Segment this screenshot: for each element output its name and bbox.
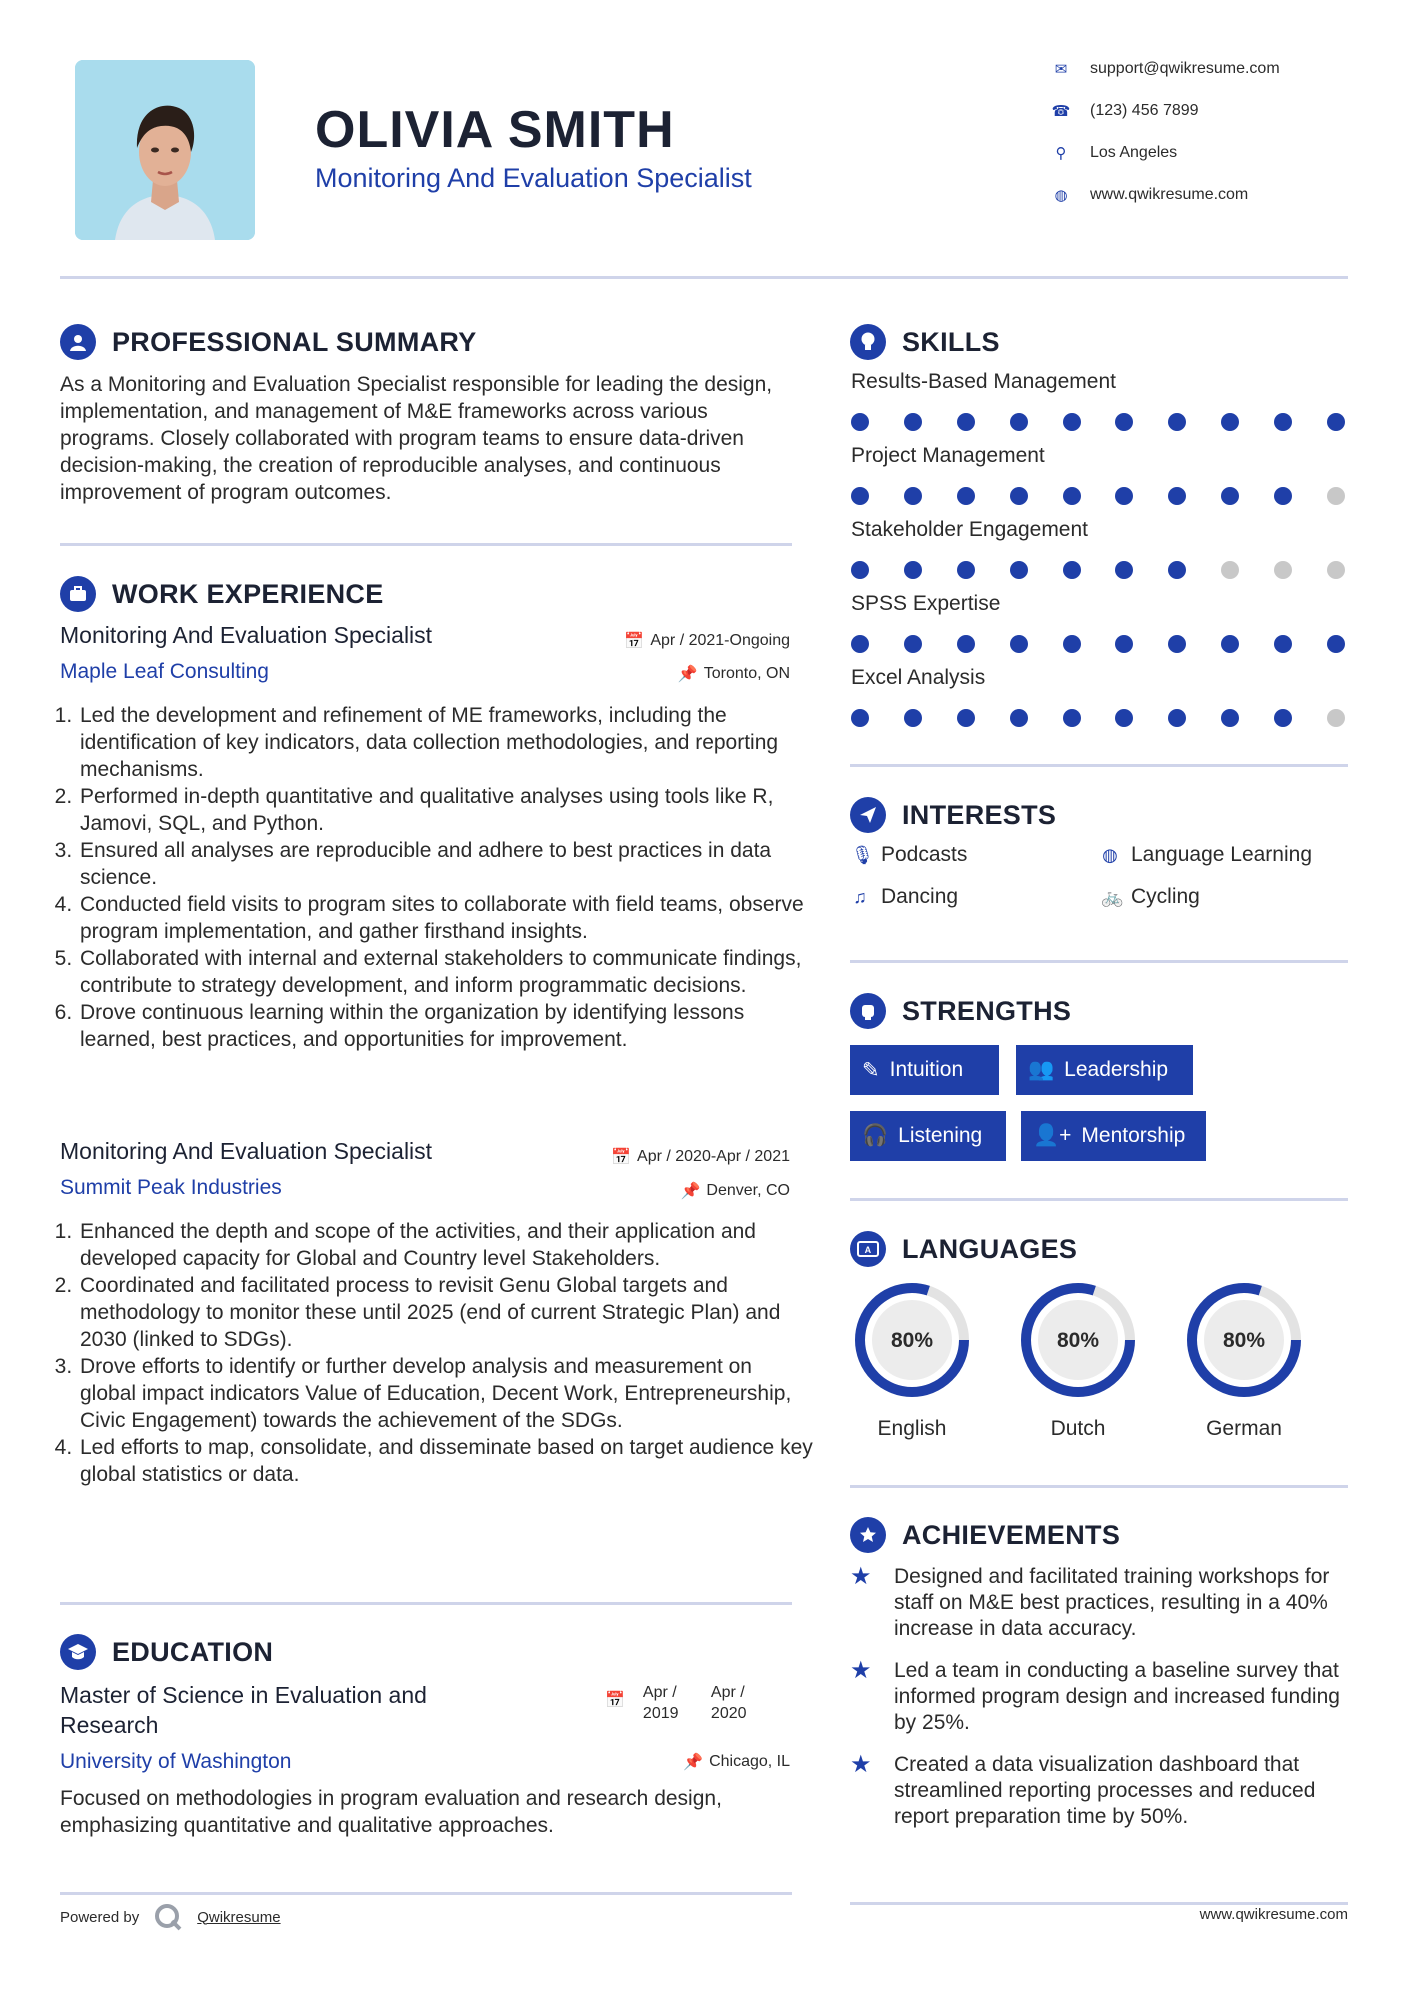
rating-dot-filled: [1010, 487, 1028, 505]
brand-link[interactable]: Qwikresume: [197, 1908, 281, 1926]
achievements-list: [850, 1564, 1350, 1830]
microphone-icon: 🎙: [851, 844, 874, 865]
rating-dot-filled: [1063, 561, 1081, 579]
rating-dot-filled: [957, 561, 975, 579]
interest-item: ♫ Dancing: [851, 885, 1101, 909]
job-date: 📅 Apr / 2020-Apr / 2021: [611, 1148, 790, 1166]
skill-rating: [851, 474, 1345, 518]
job-date: 📅 Apr / 2021-Ongoing: [624, 632, 790, 650]
globe-icon: ◍: [1054, 187, 1068, 204]
skills-divider: [850, 764, 1348, 767]
language-ring: [850, 1278, 974, 1402]
rating-dot-empty: [1327, 487, 1345, 505]
rating-dot-filled: [1010, 635, 1028, 653]
lightbulb-icon: [850, 324, 886, 360]
star-icon: ★: [850, 1751, 872, 1778]
calendar-icon: 📅: [611, 1149, 632, 1166]
svg-text:A: A: [864, 1245, 872, 1255]
education-date: 📅 Apr / 2019 Apr / 2020: [605, 1684, 747, 1722]
skill-rating: [851, 400, 1345, 444]
interests-heading: INTERESTS: [850, 797, 1056, 833]
language-item: [1016, 1278, 1140, 1441]
skill-name: SPSS Expertise: [851, 592, 1001, 615]
skill-name: Results-Based Management: [851, 370, 1116, 393]
degree-title: Master of Science in Evaluation and Research: [60, 1682, 427, 1738]
list-item: 2. Performed in-depth quantitative and qualitative analyses using tools like R, Jamovi, SQL, and Python.: [78, 783, 813, 837]
strength-badge-listening: 🎧 Listening: [850, 1111, 1006, 1161]
strength-badge-leadership: 👥 Leadership: [1016, 1045, 1193, 1095]
rating-dot-filled: [1063, 635, 1081, 653]
contact-website[interactable]: ◍ www.qwikresume.com: [1050, 174, 1280, 216]
rating-dot-filled: [1327, 413, 1345, 431]
rating-dot-filled: [957, 709, 975, 727]
school-name[interactable]: University of Washington: [60, 1750, 292, 1773]
rating-dot-filled: [904, 413, 922, 431]
language-percent: 80%: [1222, 1329, 1266, 1352]
language-name: German: [1206, 1417, 1282, 1440]
rating-dot-filled: [1221, 635, 1239, 653]
paper-plane-icon: [850, 797, 886, 833]
phone-icon: ☎: [1051, 103, 1071, 120]
list-item: 1. Led the development and refinement of ME frameworks, including the identification of key indicators, data collection methodologies, and reporting mechanisms.: [78, 702, 813, 783]
skill-item: [851, 666, 1351, 740]
users-icon: 👥: [1028, 1058, 1055, 1081]
achievements-heading: ACHIEVEMENTS: [850, 1517, 1120, 1553]
company-name[interactable]: Maple Leaf Consulting: [60, 660, 269, 683]
contact-list: [1050, 48, 1280, 216]
list-item: 4. Led efforts to map, consolidate, and disseminate based on target audience key global statistics or data.: [78, 1434, 813, 1488]
job-location: 📌 Denver, CO: [680, 1182, 790, 1200]
user-plus-icon: 👤+: [1033, 1124, 1072, 1147]
calendar-icon: 📅: [624, 633, 645, 650]
candidate-name: OLIVIA SMITH: [315, 101, 675, 159]
list-item: 2. Coordinated and facilitated process to revisit Genu Global targets and methodology to monitor these until 2025 (end of current Strategic Plan) and 2030 (linked to SDGs).: [78, 1272, 813, 1353]
rating-dot-filled: [1115, 413, 1133, 431]
rating-dot-filled: [904, 561, 922, 579]
skill-item: [851, 444, 1351, 518]
profile-photo: [75, 60, 255, 240]
language-card-icon: [850, 1231, 886, 1267]
skills-list: [851, 370, 1351, 740]
rating-dot-filled: [1221, 487, 1239, 505]
skill-rating: [851, 622, 1345, 666]
rating-dot-filled: [1168, 413, 1186, 431]
rating-dot-filled: [1115, 561, 1133, 579]
achievement-item: ★ Designed and facilitated training workshops for staff on M&E best practices, resulting in a 40% increase in data accuracy.: [850, 1563, 1330, 1640]
language-percent: 80%: [890, 1329, 934, 1352]
language-name: Dutch: [1050, 1417, 1106, 1440]
rating-dot-filled: [1274, 487, 1292, 505]
skill-rating: [851, 696, 1345, 740]
rating-dot-filled: [1274, 413, 1292, 431]
rating-dot-filled: [904, 709, 922, 727]
language-item: [1182, 1278, 1306, 1441]
strengths-heading: STRENGTHS: [850, 993, 1071, 1029]
skill-item: [851, 370, 1351, 444]
education-description: Focused on methodologies in program evaluation and research design, emphasizing quantitative and qualitative approaches.: [60, 1787, 722, 1837]
rating-dot-filled: [851, 413, 869, 431]
star-icon: ★: [850, 1657, 872, 1684]
rating-dot-filled: [1115, 709, 1133, 727]
achievement-item: ★ Created a data visualization dashboard that streamlined reporting processes and reduced report preparation time by 50%.: [850, 1751, 1316, 1828]
language-ring: [1182, 1278, 1306, 1402]
list-item: 1. Enhanced the depth and scope of the activities, and their application and developed capacity for Global and Country level Stakeholders.: [78, 1218, 813, 1272]
language-percent: 80%: [1056, 1329, 1100, 1352]
interest-item: 🚲 Cycling: [1101, 885, 1200, 908]
company-name[interactable]: Summit Peak Industries: [60, 1176, 282, 1199]
skill-name: Stakeholder Engagement: [851, 518, 1088, 541]
rating-dot-filled: [1168, 561, 1186, 579]
rating-dot-filled: [1221, 413, 1239, 431]
briefcase-icon: [60, 576, 96, 612]
education-divider: [60, 1892, 792, 1895]
envelope-icon: ✉: [1054, 61, 1068, 78]
rating-dot-filled: [1010, 709, 1028, 727]
music-note-icon: ♫: [853, 886, 867, 907]
interest-item: ◍ Language Learning: [1102, 843, 1313, 866]
rating-dot-filled: [1115, 487, 1133, 505]
map-pin-icon: ⚲: [1055, 145, 1067, 162]
rating-dot-filled: [1010, 413, 1028, 431]
rating-dot-filled: [957, 487, 975, 505]
calendar-icon: 📅: [605, 1692, 625, 1709]
rating-dot-empty: [1327, 561, 1345, 579]
rating-dot-filled: [1168, 635, 1186, 653]
strength-badge-intuition: ✎ Intuition: [850, 1045, 999, 1095]
list-item: 4. Conducted field visits to program sites to collaborate with field teams, observe program implementation, and gather firsthand insights.: [78, 891, 813, 945]
languages-divider: [850, 1485, 1348, 1488]
pin-icon: 📌: [683, 1754, 704, 1771]
contact-email[interactable]: ✉ support@qwikresume.com: [1050, 48, 1280, 90]
footer-url[interactable]: www.qwikresume.com: [1199, 1906, 1348, 1923]
experience-divider: [60, 1602, 792, 1605]
list-item: 5. Collaborated with internal and external stakeholders to communicate findings, contribute to strategy development, and inform programmatic decisions.: [78, 945, 813, 999]
summary-heading: PROFESSIONAL SUMMARY: [60, 324, 477, 360]
bicycle-icon: 🚲: [1101, 886, 1124, 907]
graduation-cap-icon: [60, 1634, 96, 1670]
star-icon: ★: [850, 1563, 872, 1590]
skill-rating: [851, 548, 1345, 592]
job-responsibilities: [60, 702, 813, 1053]
rating-dot-empty: [1327, 709, 1345, 727]
job-location: 📌 Toronto, ON: [677, 665, 790, 683]
language-ring: [1016, 1278, 1140, 1402]
rating-dot-filled: [851, 635, 869, 653]
languages-row: [850, 1278, 1350, 1448]
candidate-title: Monitoring And Evaluation Specialist: [315, 163, 752, 193]
rating-dot-filled: [1115, 635, 1133, 653]
strength-badge-mentorship: 👤+ Mentorship: [1021, 1111, 1206, 1161]
rating-dot-filled: [1327, 635, 1345, 653]
rating-dot-filled: [1063, 487, 1081, 505]
pin-icon: 📌: [677, 666, 698, 683]
magic-wand-icon: ✎: [862, 1058, 880, 1082]
education-heading: EDUCATION: [60, 1634, 273, 1670]
pin-icon: 📌: [680, 1183, 701, 1200]
footer-powered-by: Powered by Qwikresume: [60, 1902, 281, 1932]
job-responsibilities: [60, 1218, 813, 1488]
job-title: Monitoring And Evaluation Specialist: [60, 622, 433, 648]
interests-grid: [851, 843, 1351, 909]
skill-name: Project Management: [851, 444, 1045, 467]
star-badge-icon: [850, 1517, 886, 1553]
rating-dot-filled: [851, 709, 869, 727]
user-icon: [60, 324, 96, 360]
experience-heading: WORK EXPERIENCE: [60, 576, 384, 612]
rating-dot-filled: [1221, 709, 1239, 727]
rating-dot-filled: [904, 487, 922, 505]
education-location: 📌 Chicago, IL: [683, 1753, 790, 1771]
list-item: 3. Drove efforts to identify or further develop analysis and measurement on global impact indicators Value of Education, Decent Work, Entrepreneurship, Civic Engagement) towards the achievement of the SDGs.: [78, 1353, 813, 1434]
contact-phone[interactable]: ☎ (123) 456 7899: [1051, 102, 1199, 120]
list-item: 3. Ensured all analyses are reproducible and adhere to best practices in data science.: [78, 837, 813, 891]
rating-dot-filled: [1168, 487, 1186, 505]
achievements-divider: [850, 1902, 1348, 1905]
interests-divider: [850, 960, 1348, 963]
rating-dot-filled: [1168, 709, 1186, 727]
interest-item: 🎙 Podcasts: [851, 843, 968, 866]
rating-dot-empty: [1221, 561, 1239, 579]
contact-location: ⚲ Los Angeles: [1050, 132, 1280, 174]
rating-dot-empty: [1274, 561, 1292, 579]
headphones-icon: 🎧: [862, 1124, 889, 1147]
strengths-divider: [850, 1198, 1348, 1201]
rating-dot-filled: [1010, 561, 1028, 579]
fist-icon: [850, 993, 886, 1029]
rating-dot-filled: [851, 561, 869, 579]
rating-dot-filled: [957, 413, 975, 431]
languages-heading: A LANGUAGES: [850, 1231, 1077, 1267]
qwikresume-logo-icon: [153, 1902, 183, 1932]
header-divider: [60, 276, 1348, 279]
language-item: [850, 1278, 974, 1441]
summary-text: As a Monitoring and Evaluation Specialist responsible for leading the design, implementation, and management of M&E frameworks across various programs. Closely collaborated with program teams to ensure data-driven decision-making, the creation of reproducible analyses, and continuous improvement of program outcomes.: [60, 373, 773, 504]
rating-dot-filled: [1274, 635, 1292, 653]
rating-dot-filled: [1063, 709, 1081, 727]
achievement-item: ★ Led a team in conducting a baseline survey that informed program design and increased funding by 25%.: [850, 1657, 1340, 1734]
rating-dot-filled: [1063, 413, 1081, 431]
summary-divider: [60, 543, 792, 546]
rating-dot-filled: [1274, 709, 1292, 727]
language-name: English: [877, 1417, 947, 1440]
rating-dot-filled: [851, 487, 869, 505]
rating-dot-filled: [957, 635, 975, 653]
avatar: [75, 60, 255, 240]
rating-dot-filled: [904, 635, 922, 653]
skills-heading: SKILLS: [850, 324, 1000, 360]
skill-item: [851, 518, 1351, 592]
globe-icon: ◍: [1102, 844, 1118, 865]
skill-name: Excel Analysis: [851, 666, 986, 689]
skill-item: [851, 592, 1351, 666]
job-title: Monitoring And Evaluation Specialist: [60, 1138, 433, 1164]
list-item: 6. Drove continuous learning within the organization by identifying lessons learned, best practices, and opportunities for improvement.: [78, 999, 813, 1053]
